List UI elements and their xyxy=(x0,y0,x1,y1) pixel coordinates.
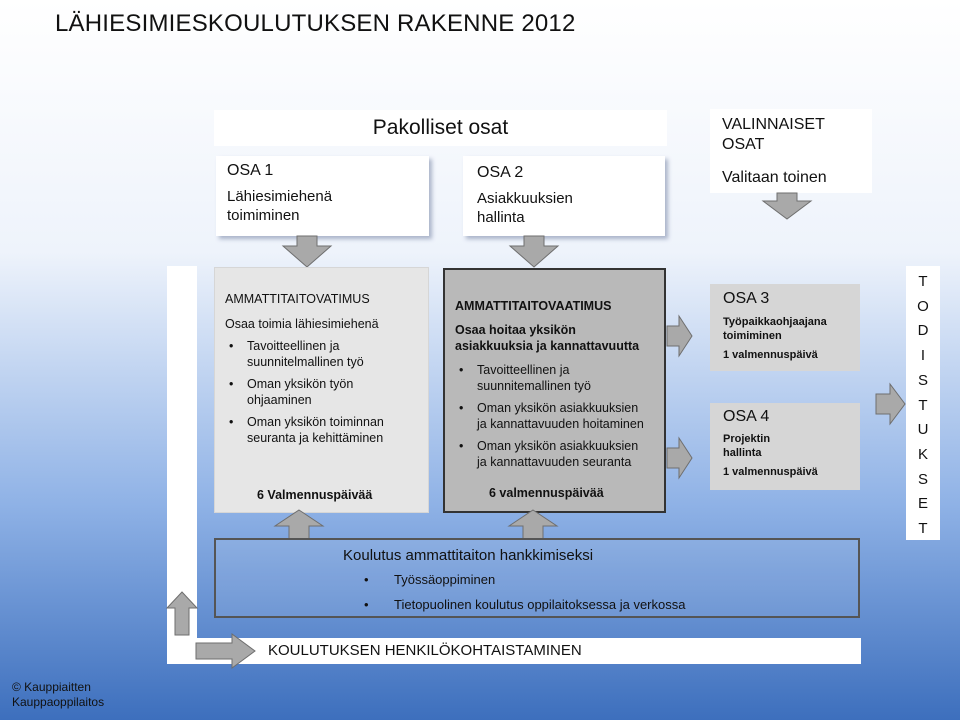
osa1-line1: Lähiesimiehenä xyxy=(227,188,333,205)
down-arrow-icon xyxy=(282,236,332,268)
osa4-label: OSA 4 xyxy=(723,408,770,425)
copyright-line1: © Kauppiaitten xyxy=(12,680,91,694)
mandatory-parts-header xyxy=(214,110,667,146)
item-line: • Oman yksikön asiakkuuksien xyxy=(477,439,639,453)
item-line: suunnitelmallinen työ xyxy=(247,355,364,369)
osa2-line2: hallinta xyxy=(477,209,525,226)
certificates-letter: T xyxy=(918,520,928,538)
competence-box-1 xyxy=(214,267,429,513)
competence-box-2 xyxy=(443,268,666,513)
list-item xyxy=(455,362,658,394)
certificates-letter: S xyxy=(917,371,928,389)
certificates-letter: D xyxy=(917,322,929,340)
item-line: • Tavoitteellinen ja xyxy=(247,339,340,353)
box1-days: 6 Valmennuspäivää xyxy=(257,488,373,502)
bullet-icon: • xyxy=(364,572,369,587)
bullet-icon: • xyxy=(364,597,369,612)
item-line: ja kannattavuuden hoitaminen xyxy=(477,417,644,431)
osa3-line2: toimiminen xyxy=(723,330,782,342)
training-item: Tietopuolinen koulutus oppilaitoksessa ja verkossa xyxy=(394,597,686,612)
training-item: Työssäoppiminen xyxy=(394,572,496,587)
right-arrow-icon xyxy=(196,634,256,668)
optional-header-line2: OSAT xyxy=(722,136,765,153)
osa2-label: OSA 2 xyxy=(477,164,524,181)
page-title: LÄHIESIMIESKOULUTUKSEN RAKENNE 2012 xyxy=(55,10,576,37)
personalization-label: KOULUTUKSEN HENKILÖKOHTAISTAMINEN xyxy=(268,642,582,659)
list-item xyxy=(364,572,496,587)
mandatory-parts-label: Pakolliset osat xyxy=(372,116,509,139)
training-box xyxy=(214,538,860,618)
certificates-letter: I xyxy=(920,347,926,365)
certificates-box xyxy=(906,266,940,540)
osa3-line1: Työpaikkaohjaajana xyxy=(723,316,827,328)
box1-subheading: Osaa toimia lähiesimiehenä xyxy=(225,317,379,331)
down-arrow-icon xyxy=(509,236,559,268)
item-line: suunnitemallinen työ xyxy=(477,379,591,393)
osa1-box xyxy=(216,156,429,236)
list-item xyxy=(225,414,422,446)
list-item xyxy=(455,438,658,470)
list-item xyxy=(455,400,658,432)
osa2-line1: Asiakkuuksien xyxy=(477,190,573,207)
box2-subheading-l2: asiakkuuksia ja kannattavuutta xyxy=(455,339,640,353)
item-line: ja kannattavuuden seuranta xyxy=(477,455,632,469)
certificates-letter: T xyxy=(918,396,928,414)
list-item xyxy=(225,338,422,370)
osa4-days: 1 valmennuspäivä xyxy=(723,466,818,478)
item-line: ohjaaminen xyxy=(247,393,312,407)
osa4-box xyxy=(710,403,860,490)
box2-subheading-l1: Osaa hoitaa yksikön xyxy=(455,323,576,337)
osa1-line2: toimiminen xyxy=(227,207,300,224)
osa1-label: OSA 1 xyxy=(227,162,274,179)
certificates-letter: E xyxy=(917,495,928,513)
osa4-line1: Projektin xyxy=(723,433,771,445)
osa4-line2: hallinta xyxy=(723,447,762,459)
copyright-line2: Kauppaoppilaitos xyxy=(12,695,105,709)
down-arrow-icon xyxy=(762,193,812,220)
list-item xyxy=(364,597,686,612)
right-arrow-icon xyxy=(667,438,693,478)
up-arrow-icon xyxy=(508,510,558,540)
box1-heading: AMMATTITAITOVATIMUS xyxy=(225,292,370,306)
item-line: • Oman yksikön asiakkuuksien xyxy=(477,401,639,415)
optional-header-sub: Valitaan toinen xyxy=(722,169,827,186)
osa2-box xyxy=(463,156,665,236)
training-heading: Koulutus ammattitaiton hankkimiseksi xyxy=(343,547,594,564)
up-arrow-icon xyxy=(166,592,198,636)
right-arrow-icon xyxy=(667,316,693,356)
certificates-letter: T xyxy=(918,273,928,290)
box2-heading: AMMATTITAITOVAATIMUS xyxy=(455,299,612,313)
osa3-label: OSA 3 xyxy=(723,290,770,307)
osa3-box xyxy=(710,284,860,371)
optional-parts-header xyxy=(710,109,872,193)
optional-header-line1: VALINNAISET xyxy=(722,116,825,133)
osa3-days: 1 valmennuspäivä xyxy=(723,349,818,361)
list-item xyxy=(225,376,422,408)
up-arrow-icon xyxy=(274,510,324,540)
certificates-letter: K xyxy=(917,445,928,463)
item-line: • Oman yksikön työn xyxy=(247,377,354,391)
certificates-letter: U xyxy=(917,421,929,439)
item-line: seuranta ja kehittäminen xyxy=(247,431,384,445)
copyright xyxy=(12,680,104,710)
box2-days: 6 valmennuspäivää xyxy=(489,486,604,500)
certificates-letter: S xyxy=(917,470,928,488)
item-line: • Oman yksikön toiminnan xyxy=(247,415,384,429)
certificates-letter: O xyxy=(917,297,929,315)
right-arrow-icon xyxy=(876,384,906,424)
item-line: • Tavoitteellinen ja xyxy=(477,363,570,377)
